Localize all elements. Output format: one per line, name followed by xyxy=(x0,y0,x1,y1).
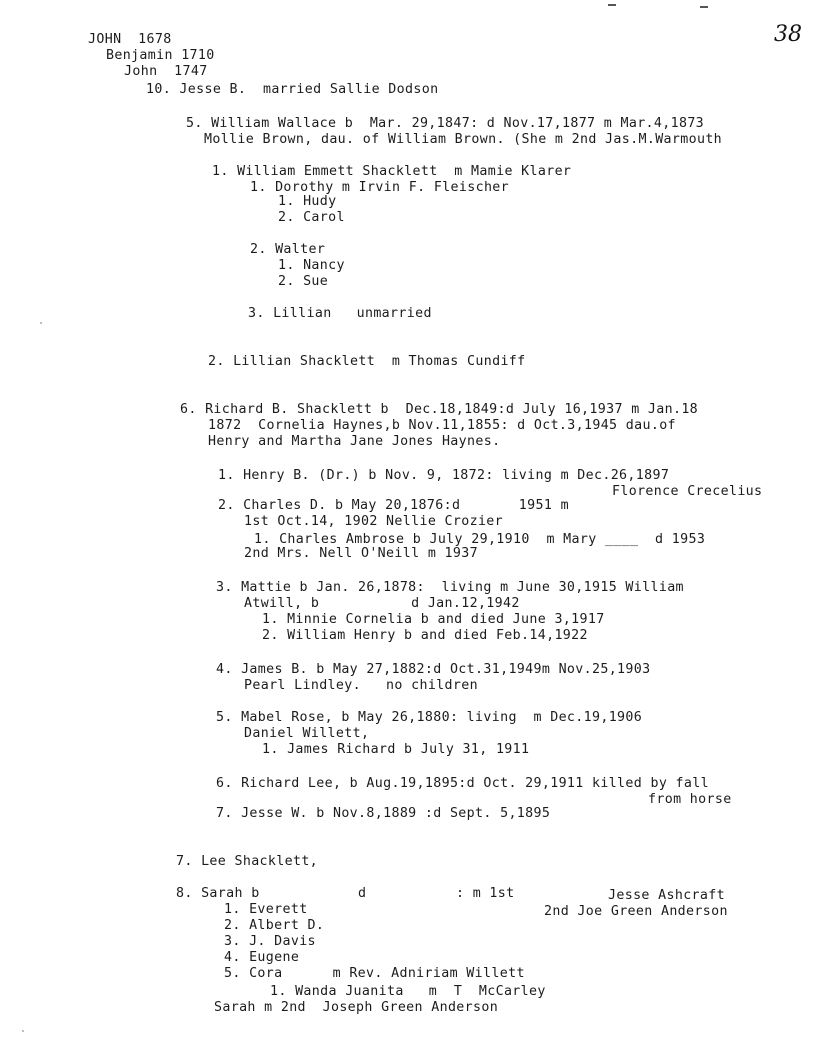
entry-line: 5. Mabel Rose, b May 26,1880: living m Dec.19,1906 xyxy=(216,710,643,725)
entry-line: Florence Crecelius xyxy=(612,484,763,499)
entry-line: 1. Nancy xyxy=(278,258,345,273)
entry-line: Sarah m 2nd Joseph Green Anderson xyxy=(214,1000,499,1015)
entry-line: 3. Lillian unmarried xyxy=(248,306,432,321)
entry-line: 1872 Cornelia Haynes,b Nov.11,1855: d Oct.3,1945 dau.of xyxy=(208,418,676,433)
entry-line: 1. James Richard b July 31, 1911 xyxy=(262,742,530,757)
entry-line: 2. Sue xyxy=(278,274,329,289)
entry-line: 6. Richard Lee, b Aug.19,1895:d Oct. 29,1911 killed by fall xyxy=(216,776,709,791)
scan-speck xyxy=(40,322,42,324)
entry-line: 2. William Henry b and died Feb.14,1922 xyxy=(262,628,588,643)
entry-line: 1st Oct.14, 1902 Nellie Crozier xyxy=(244,514,504,529)
entry-line: 1. Everett xyxy=(224,902,308,917)
scan-mark xyxy=(700,6,708,8)
entry-line: d xyxy=(358,886,367,901)
entry-line: Atwill, b d Jan.12,1942 xyxy=(244,596,520,611)
entry-line: 1. Henry B. (Dr.) b Nov. 9, 1872: living m Dec.26,1897 xyxy=(218,468,670,483)
entry-line: 3. J. Davis xyxy=(224,934,316,949)
ancestor-line: John 1747 xyxy=(124,64,208,79)
entry-line: 5. Cora m Rev. Adniriam Willett xyxy=(224,966,525,981)
entry-line: 6. Richard B. Shacklett b Dec.18,1849:d July 16,1937 m Jan.18 xyxy=(180,402,699,417)
entry-line: 1. William Emmett Shacklett m Mamie Klarer xyxy=(212,164,572,179)
entry-line: 2. Lillian Shacklett m Thomas Cundiff xyxy=(208,354,526,369)
entry-line: 1. Hudy xyxy=(278,194,337,209)
entry-line: 8. Sarah b xyxy=(176,886,260,901)
entry-line: 2. Albert D. xyxy=(224,918,325,933)
entry-line: 1. Charles Ambrose b July 29,1910 m Mary ____ d 1953 xyxy=(254,532,706,547)
entry-line: 1. Wanda Juanita m T McCarley xyxy=(270,984,546,999)
ancestor-line: JOHN 1678 xyxy=(88,32,172,47)
entry-line: 2nd Mrs. Nell O'Neill m 1937 xyxy=(244,546,478,561)
entry-line: Henry and Martha Jane Jones Haynes. xyxy=(208,434,501,449)
entry-line: 4. James B. b May 27,1882:d Oct.31,1949m Nov.25,1903 xyxy=(216,662,651,677)
scan-mark xyxy=(608,4,616,6)
entry-line: 5. William Wallace b Mar. 29,1847: d Nov.17,1877 m Mar.4,1873 xyxy=(186,116,705,131)
entry-line: 1. Minnie Cornelia b and died June 3,1917 xyxy=(262,612,605,627)
ancestor-line: 10. Jesse B. married Sallie Dodson xyxy=(146,82,439,97)
entry-line: 2. Charles D. b May 20,1876:d 1951 m xyxy=(218,498,569,513)
entry-line: 4. Eugene xyxy=(224,950,300,965)
entry-line: 7. Lee Shacklett, xyxy=(176,854,319,869)
entry-line: 2. Carol xyxy=(278,210,345,225)
page-number: 38 xyxy=(774,22,802,47)
entry-line: 1. Dorothy m Irvin F. Fleischer xyxy=(250,180,510,195)
entry-line: 2. Walter xyxy=(250,242,326,257)
ancestor-line: Benjamin 1710 xyxy=(106,48,215,63)
entry-line: 7. Jesse W. b Nov.8,1889 :d Sept. 5,1895 xyxy=(216,806,551,821)
entry-line: Daniel Willett, xyxy=(244,726,370,741)
entry-line: : m 1st xyxy=(456,886,515,901)
entry-line: from horse xyxy=(648,792,732,807)
entry-line: 3. Mattie b Jan. 26,1878: living m June 30,1915 William xyxy=(216,580,684,595)
entry-line: 2nd Joe Green Anderson xyxy=(544,904,728,919)
scan-speck xyxy=(22,1030,24,1032)
entry-line: Mollie Brown, dau. of William Brown. (She m 2nd Jas.M.Warmouth xyxy=(204,132,723,147)
entry-line: Jesse Ashcraft xyxy=(608,888,725,903)
entry-line: Pearl Lindley. no children xyxy=(244,678,478,693)
